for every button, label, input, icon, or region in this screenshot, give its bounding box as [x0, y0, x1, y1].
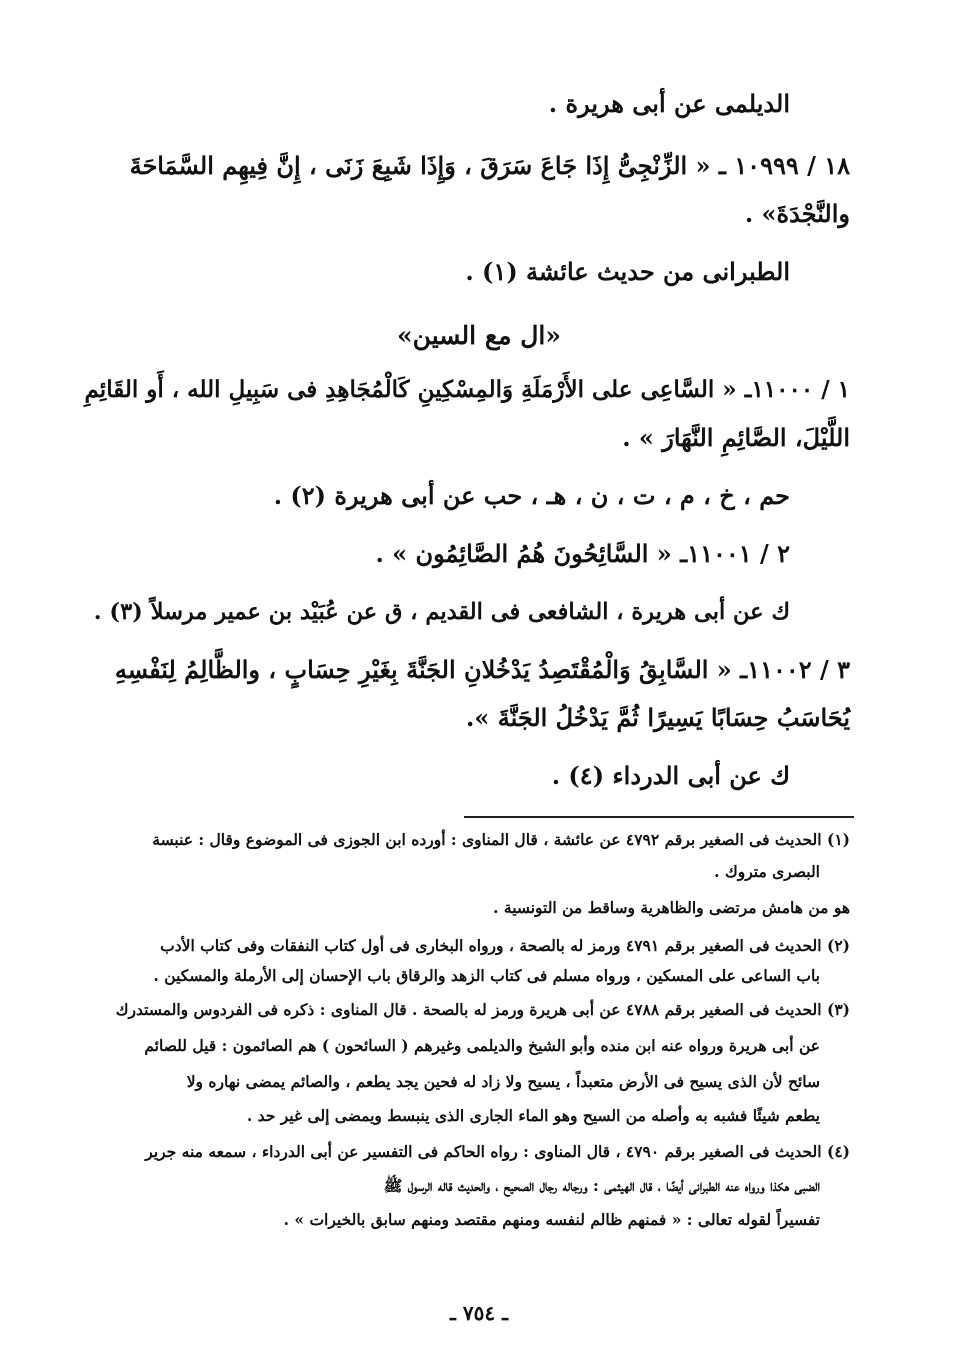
source-line: الطبرانى من حديث عائشة (١) .: [465, 257, 790, 286]
footnote-line: تفسيراً لقوله تعالى : « فمنهم ظالم لنفسه ومنهم مقتصد ومنهم سابق بالخيرات » .: [283, 1210, 820, 1229]
footnote-line: (٤) الحديث فى الصغير برقم ٤٧٩٠ ، قال المناوى : رواه الحاكم فى التفسير عن أبى الدرداء ، سمعه منه جرير: [145, 1142, 850, 1161]
source-line: حم ، خ ، م ، ت ، ن ، هـ ، حب عن أبى هريرة (٢) .: [273, 481, 790, 510]
footnote-line: البصرى متروك .: [714, 862, 820, 881]
footnote-line: الضبى هكذا ورواه عنه الطبرانى أيضًا ، قال الهيثمى : ورجاله رجال الصحيح ، والحديث قاله الرسول ﷺ: [383, 1176, 820, 1195]
hadith-line: اللَّيْلَ، الصَّائِمِ النَّهَارَ » .: [622, 423, 850, 452]
footnote-line: سائح لأن الذى يسيح فى الأرض متعبداً ، يسيح ولا زاد له فحين يجد يطعم ، والصائم يمضى نهاره ولا: [186, 1072, 820, 1091]
footnote-divider: [464, 816, 854, 818]
footnote-line: عن أبى هريرة ورواه عنه ابن منده وأبو الشيخ والديلمى وغيرهم ( السائحون ) هم الصائمون : قيل للصائم: [144, 1036, 820, 1055]
hadith-line: ١ / ١١٠٠٠ـ « السَّاعِى على الأَرْمَلَةِ وَالمِسْكِينِ كَالْمُجَاهِدِ فى سَبِيلِ الله ، أَو القَائِمِ: [84, 376, 850, 403]
hadith-line: ١٨ / ١٠٩٩٩ ـ « الزِّنْجِىُّ إِذَا جَاعَ سَرَقَ ، وَإِذَا شَبِعَ زَنَى ، إِنَّ فِيهِم السَّمَاحَةَ: [129, 151, 850, 180]
footnote-line: (١) الحديث فى الصغير برقم ٤٧٩٢ عن عائشة ، قال المناوى : أورده ابن الجوزى فى الموضوع وقال : عنبسة: [152, 830, 850, 849]
source-line: ك عن أبى الدرداء (٤) .: [551, 761, 790, 790]
hadith-line: ٢ / ١١٠٠١ـ « السَّائِحُونَ هُمُ الصَّائِمُون » .: [375, 539, 790, 568]
hadith-line: ٣ / ١١٠٠٢ـ « السَّابِقُ وَالْمُقْتَصِدُ يَدْخُلانِ الجَنَّةَ بِغَيْرِ حِسَابٍ ، والظَّالِمُ لِنَفْسِهِ: [114, 655, 850, 684]
hadith-line: يُحَاسَبُ حِسَابًا يَسِيرًا ثُمَّ يَدْخُلُ الجَنَّةَ ».: [466, 703, 850, 732]
hadith-line: والنَّجْدَةَ» .: [744, 199, 850, 228]
footnote-line: باب الساعى على المسكين ، ورواه مسلم فى كتاب الزهد والرقاق باب الإحسان إلى الأرملة والمسكين .: [153, 966, 820, 985]
section-heading: «ال مع السين»: [397, 321, 561, 350]
footnote-line: (٢) الحديث فى الصغير برقم ٤٧٩١ ورمز له بالصحة ، ورواه البخارى فى أول كتاب النفقات وفى كتاب الأدب: [160, 936, 850, 955]
source-line: ك عن أبى هريرة ، الشافعى فى القديم ، ق عن عُبَيْد بن عمير مرسلاً (٣) .: [93, 599, 790, 625]
text-line: الديلمى عن أبى هريرة .: [548, 89, 790, 118]
footnote-line: هو من هامش مرتضى والظاهرية وساقط من التونسية .: [493, 898, 850, 917]
footnote-line: (٣) الحديث فى الصغير برقم ٤٧٨٨ عن أبى هريرة ورمز له بالصحة . قال المناوى : ذكره فى الفردوس والمستدرك: [115, 1000, 850, 1019]
footnote-line: يطعم شيئًا فشبه به وأصله من السيح وهو الماء الجارى الذى ينبسط ويمضى إلى غير حد .: [246, 1106, 820, 1125]
page-number: ـ ٧٥٤ ـ: [450, 1301, 508, 1325]
